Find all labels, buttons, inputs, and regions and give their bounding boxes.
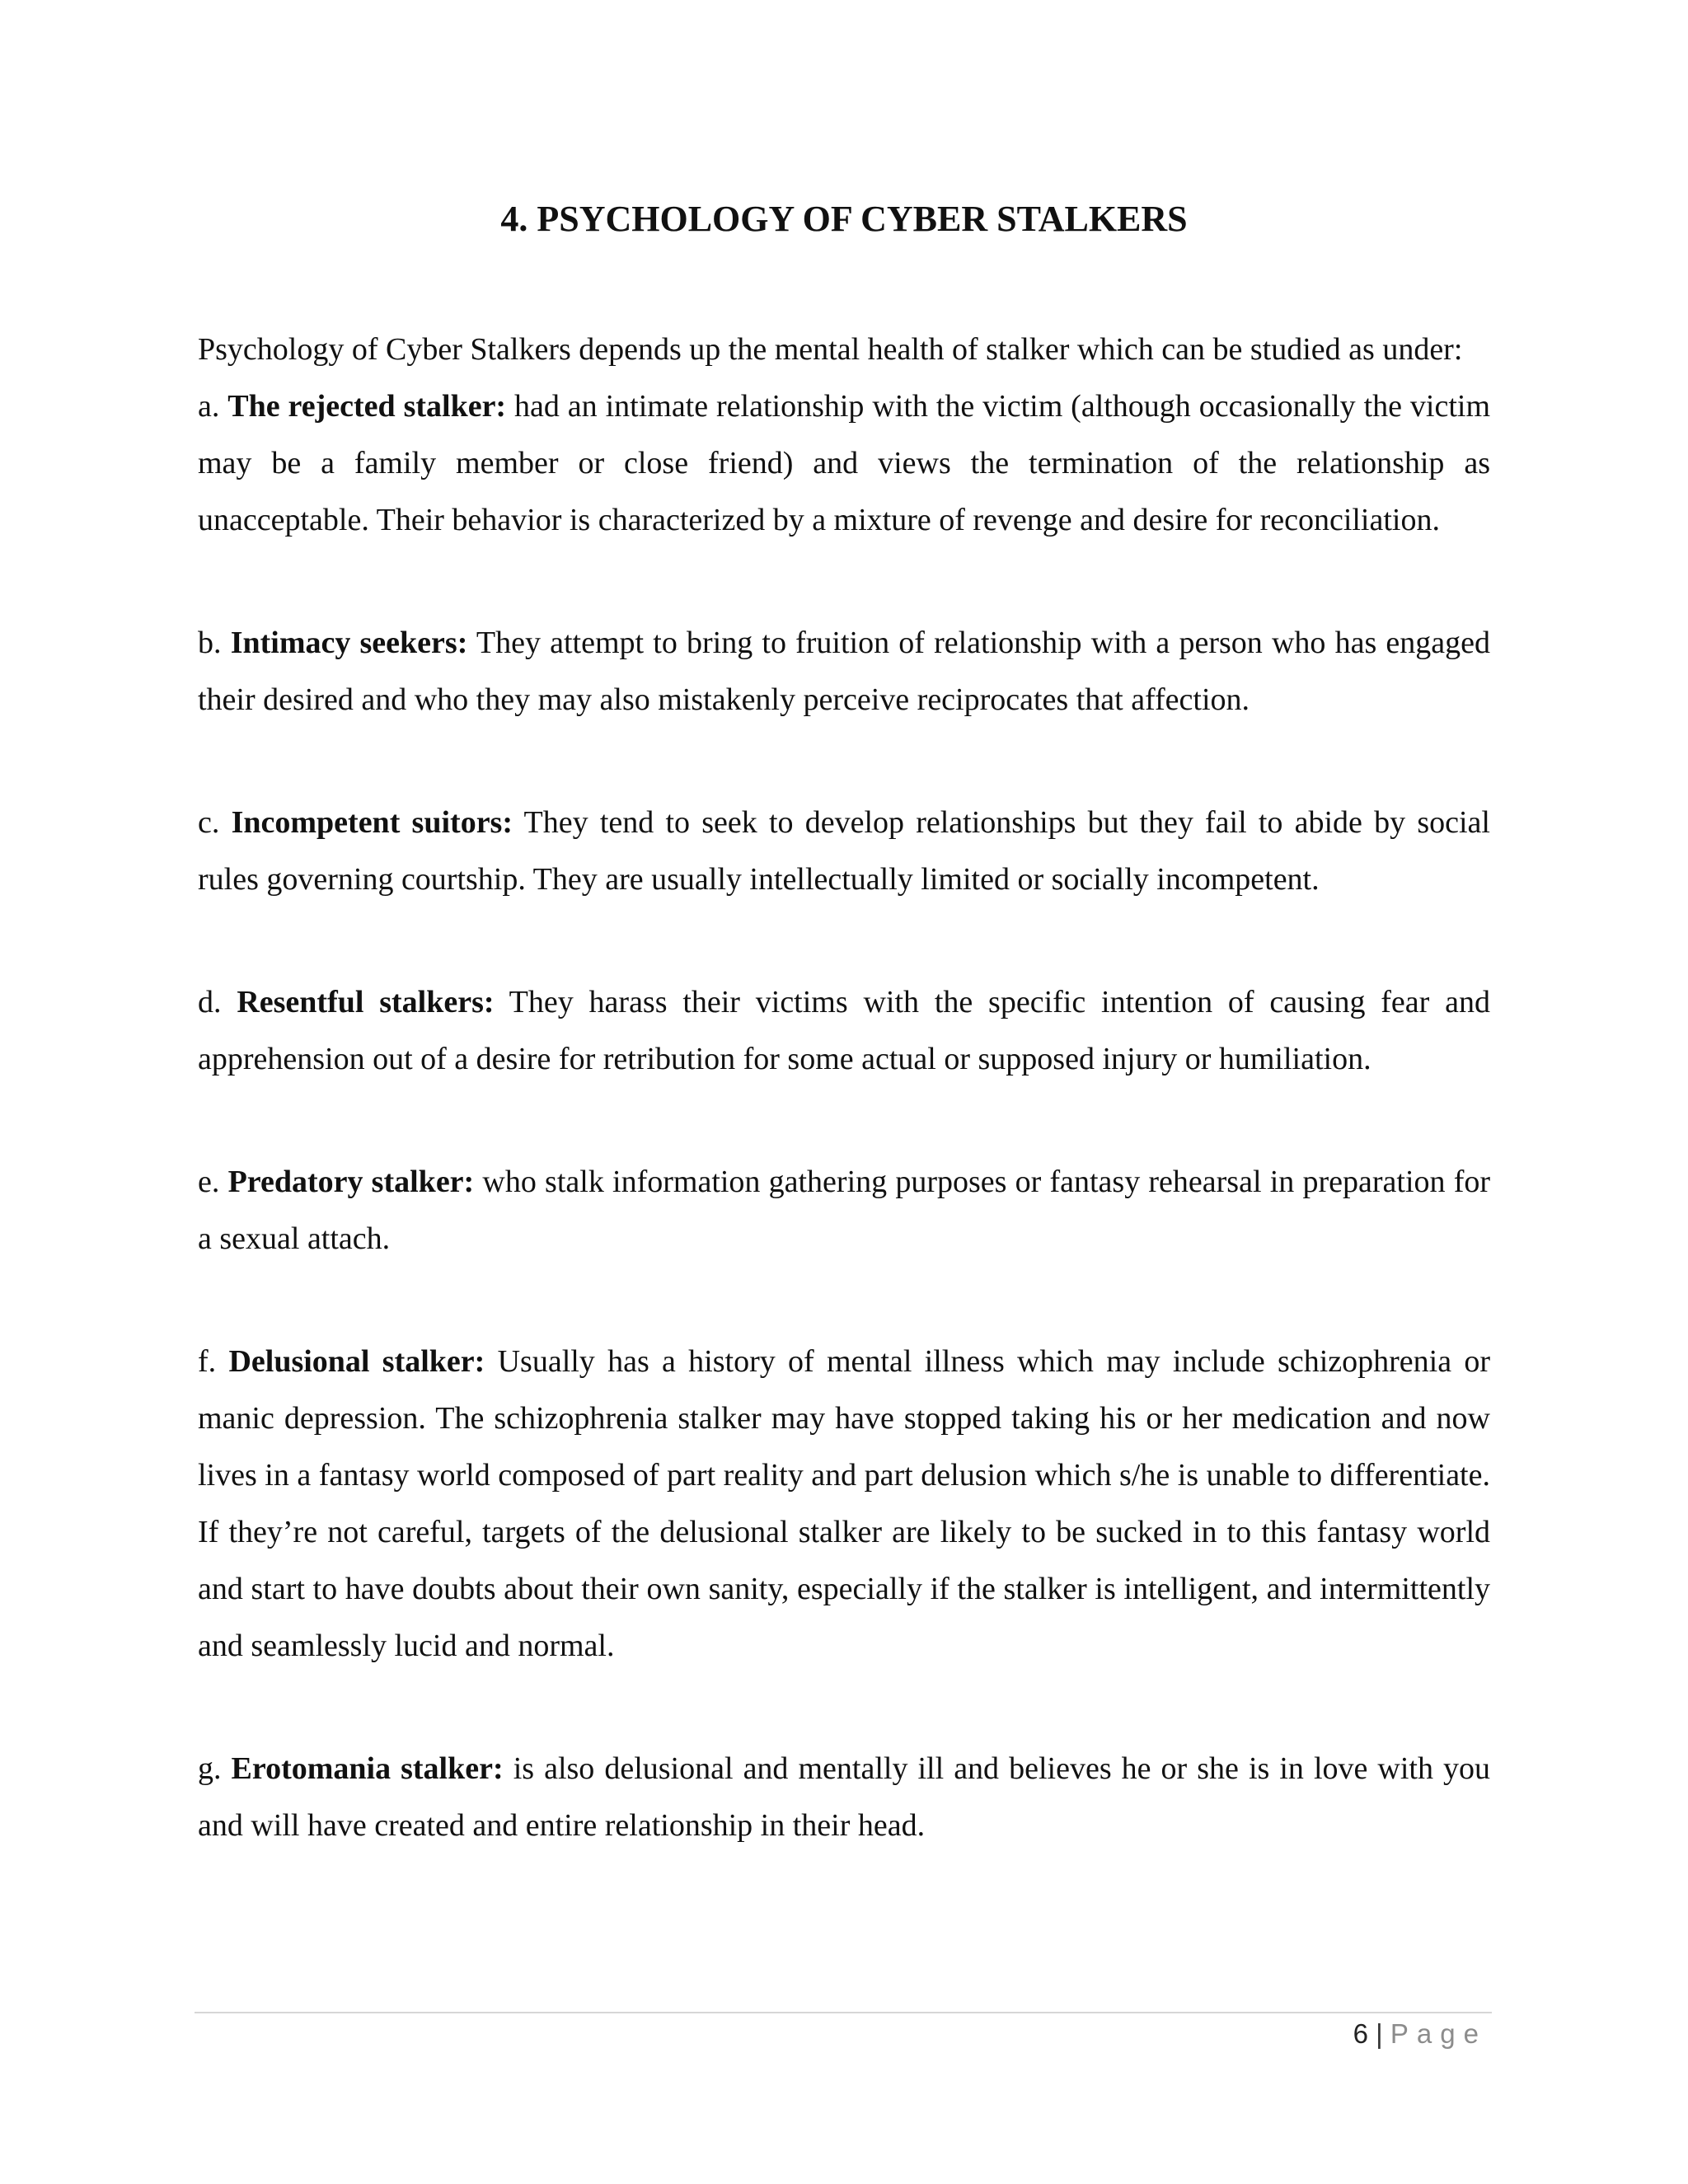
item-text: had an intimate relationship with the victim (although occasionally the victim may be a family member or close friend) and views the termination of the relationship as unacceptable. Their behavior is characterized by a mixture of revenge and desire for reconciliation. (198, 389, 1491, 537)
item-label: Incompetent suitors: (231, 805, 513, 840)
list-marker: d. (198, 985, 222, 1019)
item-text: They attempt to bring to fruition of relationship with a person who has engaged their desired and who they may also mistakenly perceive reciprocates that affection. (198, 626, 1491, 717)
item-text: They tend to seek to develop relationships but they fail to abide by social rules governing courtship. They are usually intellectually limited or socially incompetent. (198, 805, 1490, 897)
list-marker: b. (198, 626, 222, 660)
item-text: Usually has a history of mental illness which may include schizophrenia or manic depression. The schizophrenia stalker may have stopped taking his or her medication and now lives in a fantasy world composed of part reality and part delusion which s/he is unable to differentiate. If they’re not careful, targets of the delusional stalker are likely to be sucked in to this fantasy world and start to have doubts about their own sanity, especially if the stalker is intelligent, and intermittently and seamlessly lucid and normal. (198, 1344, 1491, 1663)
list-item-erotomania-stalker (198, 1741, 1490, 1854)
page-footer (1353, 2015, 1487, 2053)
item-label: Intimacy seekers: (230, 626, 468, 660)
footer-divider (195, 2012, 1492, 2013)
intro-paragraph: Psychology of Cyber Stalkers depends up the mental health of stalker which can be studied as under: (198, 332, 1463, 367)
item-label: Delusional stalker: (228, 1344, 485, 1379)
item-text: is also delusional and mentally ill and believes he or she is in love with you and will have created and entire relationship in their head. (198, 1751, 1491, 1843)
page-word: Page (1390, 2018, 1487, 2049)
item-label: Resentful stalkers: (237, 985, 495, 1019)
list-item-intimacy-seekers (198, 615, 1490, 729)
page-number: 6 (1353, 2018, 1368, 2049)
page-title: 4. PSYCHOLOGY OF CYBER STALKERS (500, 199, 1188, 239)
list-marker: c. (198, 805, 220, 840)
list-item-resentful-stalkers (198, 974, 1490, 1088)
list-item-rejected-stalker (198, 378, 1490, 549)
list-marker: a. (198, 389, 220, 424)
footer-separator: | (1376, 2018, 1383, 2049)
list-item-delusional-stalker (198, 1333, 1490, 1675)
list-marker: g. (198, 1751, 222, 1786)
list-item-predatory-stalker (198, 1154, 1490, 1268)
item-text: who stalk information gathering purposes or fantasy rehearsal in preparation for a sexual attach. (198, 1165, 1491, 1256)
document-body (198, 321, 1490, 1854)
list-item-incompetent-suitors (198, 794, 1490, 908)
item-label: Erotomania stalker: (231, 1751, 504, 1786)
list-marker: f. (198, 1344, 217, 1379)
item-label: Predatory stalker: (227, 1165, 475, 1199)
item-text: They harass their victims with the specific intention of causing fear and apprehension out of a desire for retribution for some actual or supposed injury or humiliation. (198, 985, 1490, 1076)
item-label: The rejected stalker: (227, 389, 507, 424)
list-marker: e. (198, 1165, 220, 1199)
